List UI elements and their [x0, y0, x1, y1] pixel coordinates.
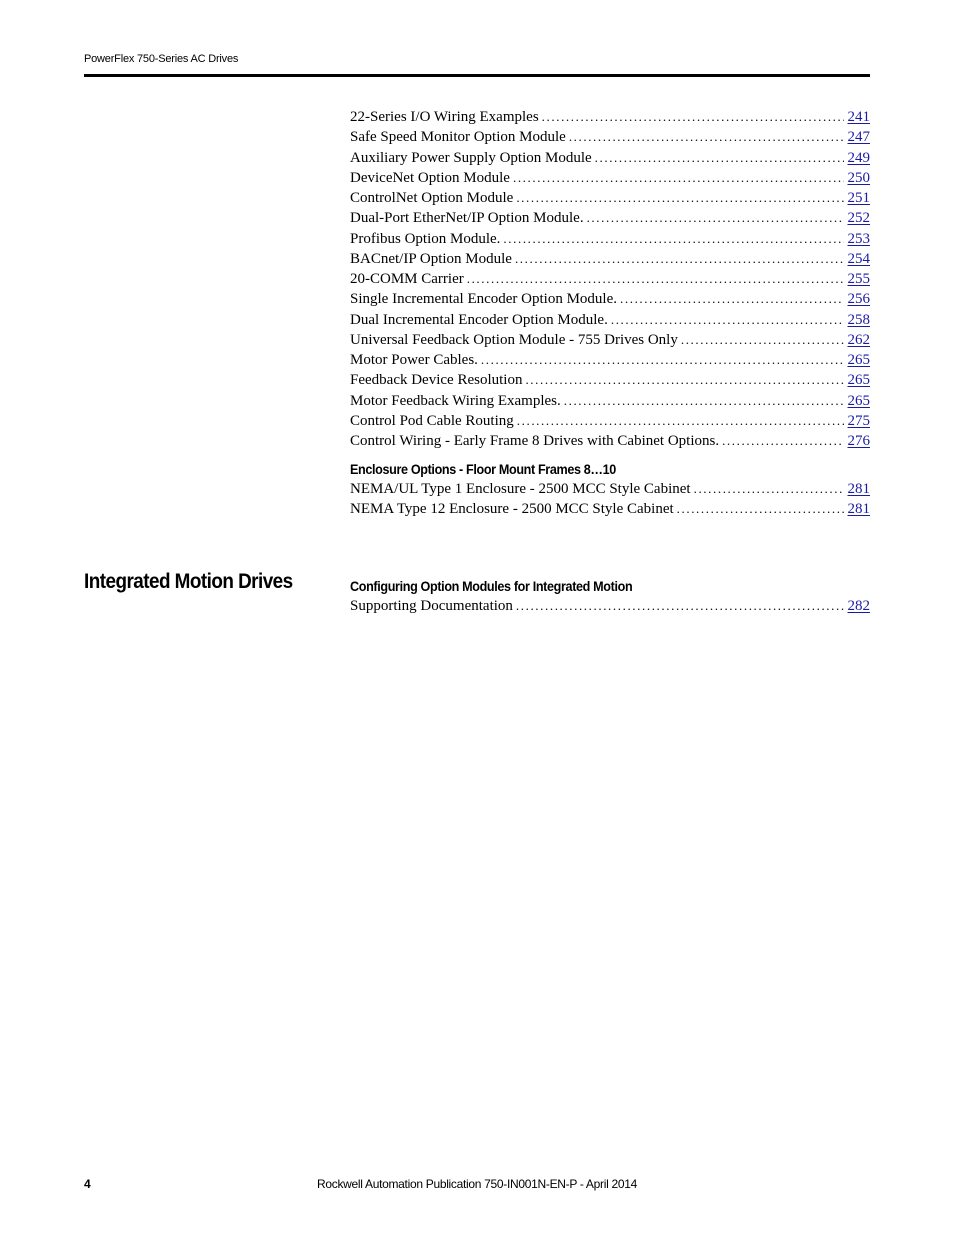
toc-page-link[interactable]: 281	[847, 501, 870, 518]
toc-leader	[564, 391, 844, 411]
toc-entry-title: Control Wiring - Early Frame 8 Drives with Cabinet Options.	[350, 433, 720, 450]
toc-entry-title: DeviceNet Option Module	[350, 169, 510, 186]
toc-page-link[interactable]: 251	[847, 190, 870, 207]
footer-publication: Rockwell Automation Publication 750-IN001N-EN-P - April 2014	[317, 1177, 637, 1191]
toc-leader	[503, 229, 843, 249]
toc-entry[interactable]	[350, 479, 870, 499]
toc-entry-title: Single Incremental Encoder Option Module.	[350, 291, 618, 308]
toc-entry[interactable]	[350, 208, 870, 228]
toc-list-main	[350, 107, 870, 452]
toc-entry[interactable]	[350, 168, 870, 188]
toc-page-link[interactable]: 281	[847, 481, 870, 497]
toc-leader	[542, 107, 844, 127]
toc-entry-title: Universal Feedback Option Module - 755 Drives Only	[350, 331, 678, 348]
toc-entry[interactable]	[350, 289, 870, 309]
toc-leader	[516, 596, 844, 616]
toc-entry-title: Supporting Documentation	[350, 598, 513, 614]
toc-page-link[interactable]: 250	[847, 169, 870, 186]
toc-leader	[587, 208, 844, 228]
toc-leader	[620, 289, 843, 309]
toc-entry[interactable]	[350, 127, 870, 147]
toc-leader	[722, 431, 843, 451]
toc-page-link[interactable]: 262	[847, 331, 870, 348]
toc-group-enclosure	[350, 460, 870, 520]
toc-entry-title: NEMA Type 12 Enclosure - 2500 MCC Style Cabinet	[350, 501, 674, 518]
toc-entry-title: NEMA/UL Type 1 Enclosure - 2500 MCC Style Cabinet	[350, 481, 691, 497]
toc-entry-title: Control Pod Cable Routing	[350, 412, 514, 429]
toc-entry[interactable]	[350, 596, 870, 616]
toc-page-link[interactable]: 254	[847, 250, 870, 267]
toc-page-link[interactable]: 241	[847, 109, 870, 125]
toc-entry-title: Safe Speed Monitor Option Module	[350, 129, 566, 146]
toc-entry-title: Feedback Device Resolution	[350, 372, 523, 389]
toc-entry[interactable]	[350, 391, 870, 411]
toc-entry[interactable]	[350, 350, 870, 370]
toc-entry[interactable]	[350, 310, 870, 330]
toc-entry[interactable]	[350, 330, 870, 350]
toc-entry-title: Motor Power Cables.	[350, 352, 478, 369]
toc-page-link[interactable]: 253	[847, 230, 870, 247]
toc-entry-title: 22-Series I/O Wiring Examples	[350, 109, 539, 125]
toc-leader	[611, 310, 844, 330]
toc-entry[interactable]	[350, 499, 870, 519]
toc-page-link[interactable]: 252	[847, 210, 870, 227]
toc-entry-title: Profibus Option Module.	[350, 230, 501, 247]
toc-page-link[interactable]: 255	[847, 271, 870, 288]
toc-group-integrated-motion	[350, 577, 870, 616]
toc-page-link[interactable]: 265	[847, 372, 870, 389]
toc-entry[interactable]	[350, 431, 870, 451]
toc-leader	[481, 350, 844, 370]
toc-entry[interactable]	[350, 188, 870, 208]
running-header: PowerFlex 750-Series AC Drives	[84, 53, 239, 65]
header-rule	[84, 74, 870, 77]
toc-page-link[interactable]: 276	[847, 433, 870, 450]
toc-subheading: Configuring Option Modules for Integrated Motion	[350, 578, 633, 594]
toc-entry[interactable]	[350, 249, 870, 269]
toc-entry-title: 20-COMM Carrier	[350, 271, 464, 288]
toc-page-link[interactable]: 265	[847, 352, 870, 369]
toc-entry[interactable]	[350, 411, 870, 431]
toc-leader	[681, 330, 844, 350]
toc-page-link[interactable]: 247	[847, 129, 870, 146]
toc-entry[interactable]	[350, 229, 870, 249]
toc-leader	[569, 127, 844, 147]
toc-entry-title: Motor Feedback Wiring Examples.	[350, 392, 561, 409]
toc-page-link[interactable]: 282	[847, 598, 870, 614]
toc-entry[interactable]	[350, 269, 870, 289]
toc-entry-title: Auxiliary Power Supply Option Module	[350, 149, 592, 166]
toc-leader	[517, 411, 844, 431]
toc-entry-title: BACnet/IP Option Module	[350, 250, 512, 267]
toc-page-link[interactable]: 249	[847, 149, 870, 166]
toc-entry-title: Dual Incremental Encoder Option Module.	[350, 311, 608, 328]
toc-subheading: Enclosure Options - Floor Mount Frames 8…10	[350, 461, 616, 477]
toc-page-link[interactable]: 275	[847, 412, 870, 429]
toc-entry-title: Dual-Port EtherNet/IP Option Module.	[350, 210, 584, 227]
toc-entry[interactable]	[350, 107, 870, 127]
toc-page-link[interactable]: 256	[847, 291, 870, 308]
toc-leader	[516, 188, 843, 208]
toc-leader	[525, 370, 843, 390]
toc-leader	[515, 249, 844, 269]
section-title: Integrated Motion Drives	[84, 570, 293, 593]
toc-page-link[interactable]: 265	[847, 392, 870, 409]
footer-page-number: 4	[84, 1177, 91, 1191]
toc-entry[interactable]	[350, 370, 870, 390]
toc-page-link[interactable]: 258	[847, 311, 870, 328]
toc-entry-title: ControlNet Option Module	[350, 190, 514, 207]
toc-leader	[595, 148, 844, 168]
toc-entry[interactable]	[350, 148, 870, 168]
toc-leader	[677, 499, 844, 519]
toc-leader	[694, 479, 844, 499]
toc-leader	[513, 168, 844, 188]
toc-leader	[467, 269, 844, 289]
